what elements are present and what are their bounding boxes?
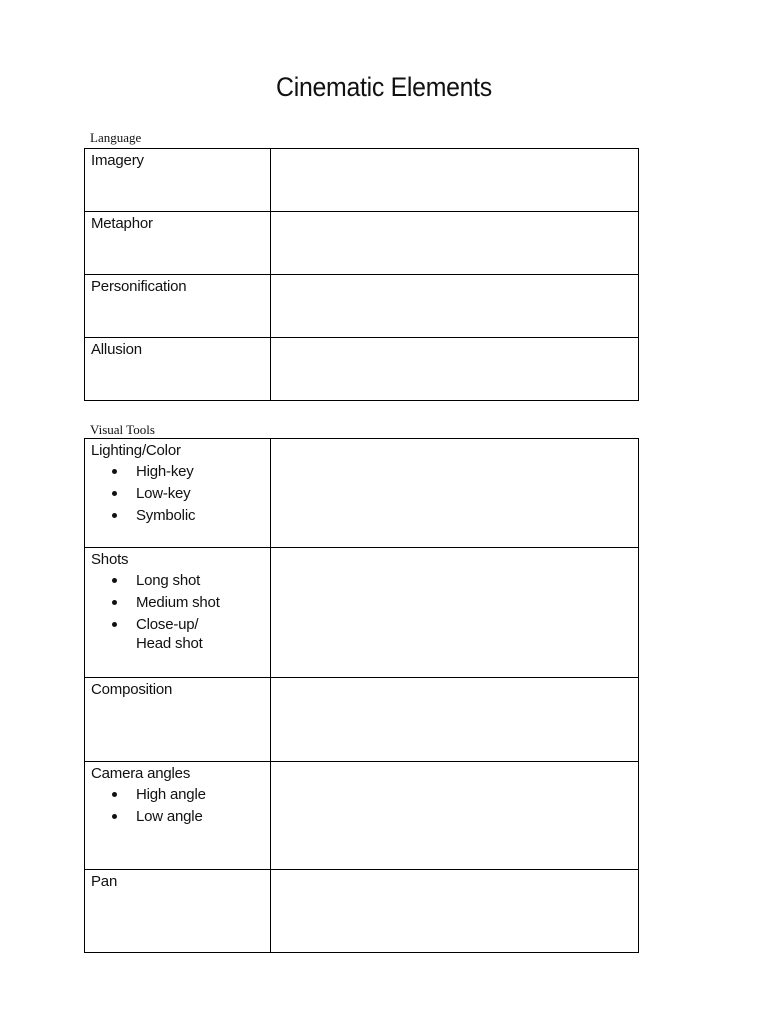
row-label-allusion: Allusion	[91, 341, 142, 358]
visual-tools-table	[84, 438, 639, 953]
row-label-shots: Shots	[91, 551, 129, 568]
row-label-lighting-color: Lighting/Color	[91, 442, 181, 459]
bullet-list	[91, 571, 270, 653]
bullet-list	[91, 785, 270, 826]
list-item: High angle	[91, 785, 270, 804]
table-row	[85, 439, 639, 548]
table-row	[85, 212, 639, 275]
answer-cell-shots[interactable]	[271, 548, 639, 678]
answer-cell-personification[interactable]	[271, 275, 639, 338]
row-label-cell	[85, 439, 271, 548]
row-label-metaphor: Metaphor	[91, 215, 153, 232]
table-row	[85, 870, 639, 953]
table-row	[85, 548, 639, 678]
row-label-imagery: Imagery	[91, 152, 144, 169]
row-label-pan: Pan	[91, 873, 118, 890]
bullet-icon	[112, 600, 117, 605]
row-label-cell	[85, 548, 271, 678]
row-label-cell	[85, 870, 271, 953]
answer-cell-pan[interactable]	[271, 870, 639, 953]
bullet-icon	[112, 792, 117, 797]
row-label-cell	[85, 149, 271, 212]
list-item: Close-up/ Head shot	[91, 615, 270, 653]
bullet-icon	[112, 622, 117, 627]
list-item: Long shot	[91, 571, 270, 590]
table-row	[85, 149, 639, 212]
table-row	[85, 678, 639, 762]
list-item: Symbolic	[91, 506, 270, 525]
answer-cell-allusion[interactable]	[271, 338, 639, 401]
bullet-list	[91, 462, 270, 525]
row-label-cell	[85, 338, 271, 401]
row-label-cell	[85, 678, 271, 762]
bullet-icon	[112, 814, 117, 819]
answer-cell-metaphor[interactable]	[271, 212, 639, 275]
section-label-visual-tools: Visual Tools	[90, 422, 155, 437]
bullet-icon	[112, 469, 117, 474]
answer-cell-lighting-color[interactable]	[271, 439, 639, 548]
bullet-icon	[112, 513, 117, 518]
table-row	[85, 762, 639, 870]
list-item: Medium shot	[91, 593, 270, 612]
section-label-language: Language	[90, 130, 142, 145]
language-table	[84, 148, 639, 401]
row-label-composition: Composition	[91, 681, 173, 698]
answer-cell-composition[interactable]	[271, 678, 639, 762]
bullet-icon	[112, 491, 117, 496]
row-label-personification: Personification	[91, 278, 187, 295]
table-row	[85, 275, 639, 338]
row-label-cell	[85, 275, 271, 338]
answer-cell-camera-angles[interactable]	[271, 762, 639, 870]
row-label-cell	[85, 762, 271, 870]
list-item: Low-key	[91, 484, 270, 503]
bullet-icon	[112, 578, 117, 583]
answer-cell-imagery[interactable]	[271, 149, 639, 212]
list-item: High-key	[91, 462, 270, 481]
list-item: Low angle	[91, 807, 270, 826]
row-label-camera-angles: Camera angles	[91, 765, 191, 782]
table-row	[85, 338, 639, 401]
row-label-cell	[85, 212, 271, 275]
page-title: Cinematic Elements	[276, 72, 492, 102]
